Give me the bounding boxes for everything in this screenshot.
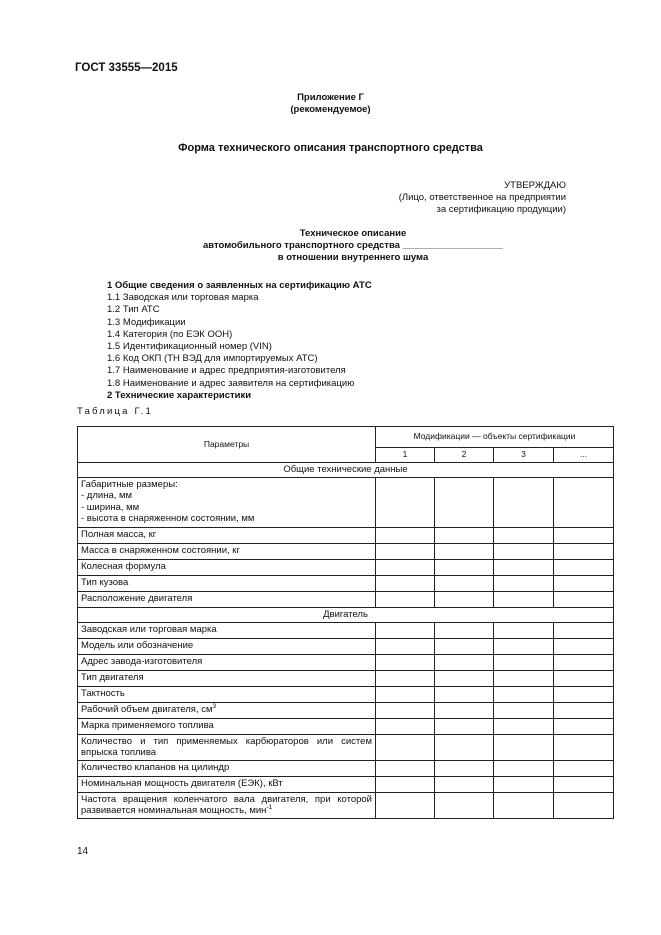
value-cell[interactable] xyxy=(376,734,435,760)
value-cell[interactable] xyxy=(435,543,494,559)
param-cell xyxy=(78,591,376,607)
value-cell[interactable] xyxy=(494,638,554,654)
param-cell xyxy=(78,686,376,702)
param-label: Габаритные размеры: xyxy=(81,478,178,490)
description-line: автомобильного транспортного средства ___________________ xyxy=(203,240,503,251)
param-text xyxy=(81,577,372,589)
param-cell xyxy=(78,670,376,686)
param-text xyxy=(81,736,372,759)
value-cell[interactable] xyxy=(554,477,614,527)
param-cell xyxy=(78,527,376,543)
param-text xyxy=(81,762,372,774)
table-row xyxy=(78,792,614,818)
value-cell[interactable] xyxy=(435,559,494,575)
section-list xyxy=(107,280,372,402)
param-cell xyxy=(78,638,376,654)
value-cell[interactable] xyxy=(435,670,494,686)
param-cell xyxy=(78,559,376,575)
value-cell[interactable] xyxy=(494,734,554,760)
value-cell[interactable] xyxy=(554,543,614,559)
value-cell[interactable] xyxy=(376,654,435,670)
value-cell[interactable] xyxy=(376,622,435,638)
value-cell[interactable] xyxy=(494,654,554,670)
param-cell xyxy=(78,760,376,776)
annex-subtitle: (рекомендуемое) xyxy=(290,104,371,115)
table-row xyxy=(78,527,614,543)
value-cell[interactable] xyxy=(376,718,435,734)
section-item: 1.3 Модификации xyxy=(107,316,186,328)
table-row xyxy=(78,654,614,670)
table-row xyxy=(78,702,614,718)
value-cell[interactable] xyxy=(554,760,614,776)
value-cell[interactable] xyxy=(435,776,494,792)
param-text xyxy=(81,640,372,652)
param-label: Рабочий объем двигателя, см xyxy=(81,703,213,715)
param-cell xyxy=(78,776,376,792)
value-cell[interactable] xyxy=(435,686,494,702)
group-title: Двигатель xyxy=(78,607,614,622)
param-cell xyxy=(78,734,376,760)
param-label: Марка применяемого топлива xyxy=(81,719,214,731)
param-text xyxy=(81,490,372,502)
param-label: Адрес завода-изготовителя xyxy=(81,655,203,667)
table-row xyxy=(78,734,614,760)
param-cell xyxy=(78,718,376,734)
param-label: - длина, мм xyxy=(81,490,133,501)
param-label: Частота вращения коленчатого вала двигателя, при которой развивается номинальная мощность, мин xyxy=(81,793,372,816)
value-cell[interactable] xyxy=(554,622,614,638)
value-cell[interactable] xyxy=(435,792,494,818)
table-row xyxy=(78,575,614,591)
param-text xyxy=(81,688,372,700)
param-label: Колесная формула xyxy=(81,560,166,572)
value-cell[interactable] xyxy=(435,575,494,591)
section-item: 1.4 Категория (по ЕЭК ООН) xyxy=(107,328,233,340)
table-caption: Таблица Г.1 xyxy=(77,406,153,417)
mod-header: Модификации — объекты сертификации xyxy=(376,427,614,448)
value-cell[interactable] xyxy=(554,718,614,734)
section-item: 1.8 Наименование и адрес заявителя на сертификацию xyxy=(107,377,355,389)
section-item: 1.6 Код ОКП (ТН ВЭД для импортируемых АТС) xyxy=(107,353,318,365)
section-item: 1.2 Тип АТС xyxy=(107,304,160,316)
value-cell[interactable] xyxy=(494,776,554,792)
value-cell[interactable] xyxy=(554,670,614,686)
param-cell xyxy=(78,622,376,638)
param-text xyxy=(81,778,372,790)
param-cell xyxy=(78,543,376,559)
value-cell[interactable] xyxy=(494,591,554,607)
param-text xyxy=(81,479,372,491)
value-cell[interactable] xyxy=(435,477,494,527)
value-cell[interactable] xyxy=(554,734,614,760)
section-heading: 2 Технические характеристики xyxy=(107,389,252,401)
value-cell[interactable] xyxy=(376,670,435,686)
table-row xyxy=(78,686,614,702)
value-cell[interactable] xyxy=(376,638,435,654)
section-item: 1.5 Идентификационный номер (VIN) xyxy=(107,341,272,353)
value-cell[interactable] xyxy=(554,591,614,607)
section-item: 1.7 Наименование и адрес предприятия-изготовителя xyxy=(107,365,346,377)
value-cell[interactable] xyxy=(494,792,554,818)
value-cell[interactable] xyxy=(376,477,435,527)
value-cell[interactable] xyxy=(494,670,554,686)
param-text xyxy=(81,513,372,525)
table-row xyxy=(78,776,614,792)
value-cell[interactable] xyxy=(554,776,614,792)
mod-col-header: 2 xyxy=(435,448,494,463)
unit-superscript: 3 xyxy=(212,702,217,710)
value-cell[interactable] xyxy=(494,718,554,734)
param-label: Расположение двигателя xyxy=(81,592,193,604)
value-cell[interactable] xyxy=(376,575,435,591)
param-cell xyxy=(78,477,376,527)
value-cell[interactable] xyxy=(554,575,614,591)
param-label: Тактность xyxy=(81,687,125,699)
value-cell[interactable] xyxy=(554,686,614,702)
table-row xyxy=(78,477,614,527)
value-cell[interactable] xyxy=(494,527,554,543)
section-heading: 1 Общие сведения о заявленных на сертификацию АТС xyxy=(107,280,372,291)
value-cell[interactable] xyxy=(376,559,435,575)
mod-col-header: ... xyxy=(554,448,614,463)
value-cell[interactable] xyxy=(494,575,554,591)
param-text xyxy=(81,561,372,573)
approval-line: (Лицо, ответственное на предприятии xyxy=(398,192,566,203)
param-label: Номинальная мощность двигателя (ЕЭК), кВт xyxy=(81,777,283,789)
description-line: в отношении внутреннего шума xyxy=(277,252,429,263)
value-cell[interactable] xyxy=(376,702,435,718)
param-text xyxy=(81,529,372,541)
page-number: 14 xyxy=(77,846,89,857)
description-heading xyxy=(188,228,518,264)
value-cell[interactable] xyxy=(435,622,494,638)
table-row xyxy=(78,559,614,575)
approval-block xyxy=(399,180,566,216)
param-label: Масса в снаряженном состоянии, кг xyxy=(81,544,240,556)
param-label: Количество и тип применяемых карбюраторов или систем впрыска топлива xyxy=(81,735,372,758)
value-cell[interactable] xyxy=(376,591,435,607)
unit-superscript: -1 xyxy=(266,803,273,811)
value-cell[interactable] xyxy=(376,760,435,776)
param-cell xyxy=(78,654,376,670)
value-cell[interactable] xyxy=(554,792,614,818)
table-row xyxy=(78,718,614,734)
value-cell[interactable] xyxy=(435,718,494,734)
value-cell[interactable] xyxy=(435,654,494,670)
value-cell[interactable] xyxy=(435,591,494,607)
value-cell[interactable] xyxy=(435,638,494,654)
group-row xyxy=(78,462,614,477)
value-cell[interactable] xyxy=(494,702,554,718)
param-label: Тип двигателя xyxy=(81,671,144,683)
param-label: - высота в снаряженном состоянии, мм xyxy=(81,513,255,524)
value-cell[interactable] xyxy=(554,654,614,670)
param-label: Заводская или торговая марка xyxy=(81,623,217,635)
param-cell xyxy=(78,792,376,818)
value-cell[interactable] xyxy=(554,702,614,718)
value-cell[interactable] xyxy=(494,686,554,702)
form-title: Форма технического описания транспортного средства xyxy=(178,142,483,154)
table-row xyxy=(78,591,614,607)
mod-col-header: 3 xyxy=(494,448,554,463)
value-cell[interactable] xyxy=(435,527,494,543)
value-cell[interactable] xyxy=(376,543,435,559)
param-label: Тип кузова xyxy=(81,576,129,588)
description-line: Техническое описание xyxy=(299,228,407,239)
group-row xyxy=(78,607,614,622)
param-cell xyxy=(78,575,376,591)
annex-title: Приложение Г xyxy=(297,92,364,103)
value-cell[interactable] xyxy=(554,559,614,575)
value-cell[interactable] xyxy=(494,622,554,638)
approval-word: УТВЕРЖДАЮ xyxy=(504,180,566,191)
value-cell[interactable] xyxy=(494,760,554,776)
value-cell[interactable] xyxy=(554,527,614,543)
value-cell[interactable] xyxy=(494,477,554,527)
table-row xyxy=(78,638,614,654)
table-row xyxy=(78,760,614,776)
table-row xyxy=(78,622,614,638)
param-cell xyxy=(78,702,376,718)
param-header: Параметры xyxy=(78,427,376,463)
param-label: Полная масса, кг xyxy=(81,528,157,540)
value-cell[interactable] xyxy=(435,702,494,718)
param-text xyxy=(81,656,372,668)
approval-line: за сертификацию продукции) xyxy=(436,204,566,215)
value-cell[interactable] xyxy=(435,734,494,760)
table-row xyxy=(78,543,614,559)
param-label: Модель или обозначение xyxy=(81,639,194,651)
param-text xyxy=(81,720,372,732)
value-cell[interactable] xyxy=(376,686,435,702)
value-cell[interactable] xyxy=(376,527,435,543)
param-text xyxy=(81,624,372,636)
standard-number: ГОСТ 33555—2015 xyxy=(75,62,178,74)
group-title: Общие технические данные xyxy=(78,462,614,477)
param-label: - ширина, мм xyxy=(81,501,140,513)
spec-table xyxy=(77,426,614,819)
param-label: Количество клапанов на цилиндр xyxy=(81,761,230,773)
value-cell[interactable] xyxy=(554,638,614,654)
param-text xyxy=(81,672,372,684)
value-cell[interactable] xyxy=(494,543,554,559)
section-item: 1.1 Заводская или торговая марка xyxy=(107,292,259,304)
param-text xyxy=(81,704,372,716)
value-cell[interactable] xyxy=(494,559,554,575)
table-row xyxy=(78,670,614,686)
param-text xyxy=(81,545,372,557)
value-cell[interactable] xyxy=(435,760,494,776)
value-cell[interactable] xyxy=(376,776,435,792)
value-cell[interactable] xyxy=(376,792,435,818)
param-text xyxy=(81,593,372,605)
mod-col-header: 1 xyxy=(376,448,435,463)
param-text xyxy=(81,794,372,817)
param-text xyxy=(81,502,372,514)
